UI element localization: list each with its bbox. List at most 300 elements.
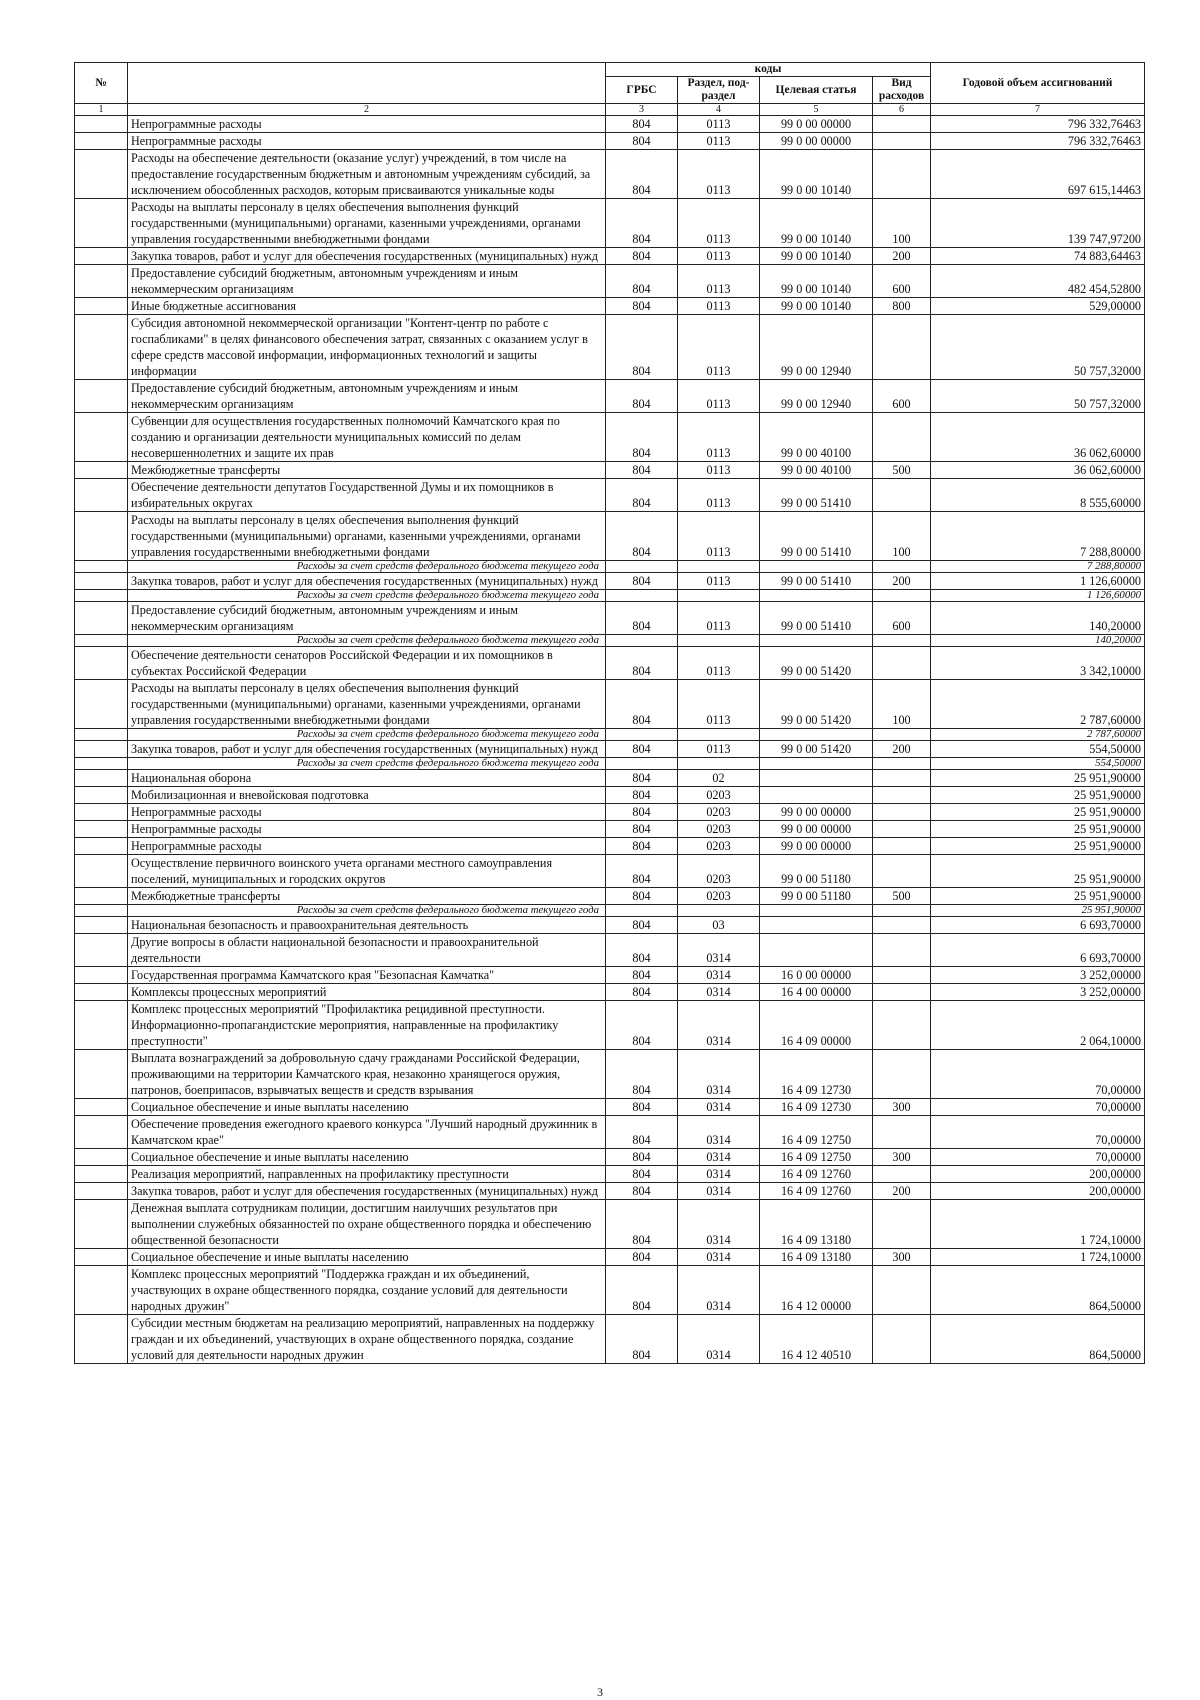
cell-exp-type: 600 xyxy=(873,380,931,413)
cell-target xyxy=(760,934,873,967)
cell-grbs: 804 xyxy=(606,602,678,635)
cell-target: 99 0 00 51180 xyxy=(760,888,873,905)
cell-grbs: 804 xyxy=(606,967,678,984)
cell-target: 16 4 09 13180 xyxy=(760,1249,873,1266)
cell-name: Расходы за счет средств федерального бюджета текущего года xyxy=(128,635,606,647)
cell-target: 99 0 00 51420 xyxy=(760,741,873,758)
cell-grbs: 804 xyxy=(606,838,678,855)
cell-name: Расходы за счет средств федерального бюджета текущего года xyxy=(128,729,606,741)
cell-target xyxy=(760,729,873,741)
cell-number xyxy=(75,1149,128,1166)
cell-target: 16 4 09 12760 xyxy=(760,1166,873,1183)
table-row xyxy=(75,315,1145,380)
cell-amount: 3 342,10000 xyxy=(931,647,1145,680)
cell-target: 16 4 09 12750 xyxy=(760,1149,873,1166)
cell-name: Национальная оборона xyxy=(128,770,606,787)
cell-name: Мобилизационная и вневойсковая подготовка xyxy=(128,787,606,804)
cell-target: 99 0 00 10140 xyxy=(760,248,873,265)
cell-name: Государственная программа Камчатского края "Безопасная Камчатка" xyxy=(128,967,606,984)
cell-section: 0314 xyxy=(678,1183,760,1200)
cell-amount: 25 951,90000 xyxy=(931,905,1145,917)
cell-grbs xyxy=(606,561,678,573)
cell-name: Непрограммные расходы xyxy=(128,116,606,133)
cell-exp-type: 100 xyxy=(873,680,931,729)
cell-number xyxy=(75,462,128,479)
cell-name: Расходы на обеспечение деятельности (оказание услуг) учреждений, в том числе на предоставление государственным бюджетным и автономным учреждениям субсидий, за исключением обособленных расходов, которым присваиваются уникальные коды xyxy=(128,150,606,199)
cell-section: 0113 xyxy=(678,199,760,248)
cell-grbs xyxy=(606,590,678,602)
cell-target: 99 0 00 00000 xyxy=(760,838,873,855)
cell-section: 0113 xyxy=(678,647,760,680)
cell-name: Осуществление первичного воинского учета органами местного самоуправления поселений, муниципальных и городских округов xyxy=(128,855,606,888)
cell-name: Расходы за счет средств федерального бюджета текущего года xyxy=(128,905,606,917)
cell-amount: 36 062,60000 xyxy=(931,413,1145,462)
cell-exp-type xyxy=(873,821,931,838)
cell-number xyxy=(75,413,128,462)
cell-grbs: 804 xyxy=(606,1149,678,1166)
cell-target xyxy=(760,770,873,787)
cell-amount: 70,00000 xyxy=(931,1050,1145,1099)
cell-number xyxy=(75,602,128,635)
cell-exp-type: 100 xyxy=(873,512,931,561)
header-number: № xyxy=(75,63,128,104)
cell-target: 99 0 00 12940 xyxy=(760,380,873,413)
cell-target xyxy=(760,917,873,934)
page-number: 3 xyxy=(597,1685,603,1699)
header-name xyxy=(128,63,606,104)
table-row xyxy=(75,1200,1145,1249)
cell-name: Предоставление субсидий бюджетным, автономным учреждениям и иным некоммерческим организациям xyxy=(128,265,606,298)
cell-name: Социальное обеспечение и иные выплаты населению xyxy=(128,1099,606,1116)
cell-grbs: 804 xyxy=(606,680,678,729)
cell-exp-type xyxy=(873,413,931,462)
cell-amount: 50 757,32000 xyxy=(931,380,1145,413)
cell-amount: 25 951,90000 xyxy=(931,821,1145,838)
cell-amount: 2 787,60000 xyxy=(931,680,1145,729)
table-row xyxy=(75,150,1145,199)
header-section: Раздел, под-раздел xyxy=(678,77,760,104)
cell-section: 0314 xyxy=(678,1249,760,1266)
cell-grbs: 804 xyxy=(606,1266,678,1315)
header-exp-type: Вид расходов xyxy=(873,77,931,104)
cell-section: 0203 xyxy=(678,855,760,888)
cell-section: 0113 xyxy=(678,573,760,590)
cell-name: Расходы за счет средств федерального бюджета текущего года xyxy=(128,590,606,602)
cell-amount: 70,00000 xyxy=(931,1099,1145,1116)
cell-number xyxy=(75,1200,128,1249)
cell-number xyxy=(75,116,128,133)
cell-number xyxy=(75,758,128,770)
cell-target xyxy=(760,758,873,770)
cell-amount: 6 693,70000 xyxy=(931,934,1145,967)
table-row xyxy=(75,984,1145,1001)
cell-amount: 3 252,00000 xyxy=(931,967,1145,984)
cell-exp-type xyxy=(873,838,931,855)
cell-name: Межбюджетные трансферты xyxy=(128,462,606,479)
cell-amount: 25 951,90000 xyxy=(931,838,1145,855)
cell-amount: 139 747,97200 xyxy=(931,199,1145,248)
cell-exp-type xyxy=(873,1050,931,1099)
cell-name: Субвенции для осуществления государственных полномочий Камчатского края по созданию и организации деятельности муниципальных комиссий по делам несовершеннолетних и защите их прав xyxy=(128,413,606,462)
table-row xyxy=(75,1149,1145,1166)
cell-target: 16 4 09 13180 xyxy=(760,1200,873,1249)
cell-section xyxy=(678,758,760,770)
cell-grbs: 804 xyxy=(606,512,678,561)
table-row xyxy=(75,967,1145,984)
cell-grbs xyxy=(606,729,678,741)
table-body xyxy=(75,116,1145,1364)
cell-amount: 25 951,90000 xyxy=(931,804,1145,821)
cell-section: 0113 xyxy=(678,150,760,199)
cell-exp-type: 800 xyxy=(873,298,931,315)
cell-exp-type: 600 xyxy=(873,602,931,635)
cell-name: Социальное обеспечение и иные выплаты населению xyxy=(128,1149,606,1166)
cell-name: Предоставление субсидий бюджетным, автономным учреждениям и иным некоммерческим организациям xyxy=(128,602,606,635)
cell-target xyxy=(760,590,873,602)
cell-number xyxy=(75,917,128,934)
cell-grbs: 804 xyxy=(606,413,678,462)
cell-amount: 8 555,60000 xyxy=(931,479,1145,512)
cell-exp-type: 500 xyxy=(873,462,931,479)
cell-exp-type xyxy=(873,967,931,984)
cell-target: 99 0 00 00000 xyxy=(760,116,873,133)
cell-section: 0113 xyxy=(678,248,760,265)
cell-target: 99 0 00 00000 xyxy=(760,133,873,150)
cell-amount: 36 062,60000 xyxy=(931,462,1145,479)
cell-amount: 796 332,76463 xyxy=(931,116,1145,133)
cell-name: Непрограммные расходы xyxy=(128,838,606,855)
cell-number xyxy=(75,380,128,413)
cell-name: Комплекс процессных мероприятий "Профилактика рецидивной преступности. Информационно-пропагандистские мероприятия, направленные на профилактику преступности" xyxy=(128,1001,606,1050)
cell-name: Комплексы процессных мероприятий xyxy=(128,984,606,1001)
cell-name: Обеспечение деятельности сенаторов Российской Федерации и их помощников в субъектах Российской Федерации xyxy=(128,647,606,680)
cell-grbs: 804 xyxy=(606,380,678,413)
cell-section: 0113 xyxy=(678,133,760,150)
cell-grbs: 804 xyxy=(606,647,678,680)
table-row xyxy=(75,512,1145,561)
colnum-5: 5 xyxy=(760,104,873,116)
cell-target: 16 4 09 12730 xyxy=(760,1099,873,1116)
cell-grbs: 804 xyxy=(606,199,678,248)
table-row xyxy=(75,917,1145,934)
cell-number xyxy=(75,1001,128,1050)
header-amount: Годовой объем ассигнований xyxy=(931,63,1145,104)
cell-amount: 554,50000 xyxy=(931,741,1145,758)
cell-section: 0314 xyxy=(678,1266,760,1315)
cell-name: Межбюджетные трансферты xyxy=(128,888,606,905)
cell-exp-type xyxy=(873,479,931,512)
table-row-note xyxy=(75,635,1145,647)
cell-section: 0113 xyxy=(678,380,760,413)
cell-target: 99 0 00 10140 xyxy=(760,199,873,248)
cell-number xyxy=(75,150,128,199)
cell-target xyxy=(760,905,873,917)
cell-amount: 482 454,52800 xyxy=(931,265,1145,298)
cell-number xyxy=(75,934,128,967)
cell-section: 0203 xyxy=(678,804,760,821)
cell-amount: 529,00000 xyxy=(931,298,1145,315)
cell-grbs: 804 xyxy=(606,1200,678,1249)
cell-target: 16 4 09 12730 xyxy=(760,1050,873,1099)
table-row xyxy=(75,770,1145,787)
table-row xyxy=(75,573,1145,590)
cell-section: 0113 xyxy=(678,298,760,315)
cell-section: 0113 xyxy=(678,315,760,380)
cell-exp-type xyxy=(873,635,931,647)
table-row xyxy=(75,838,1145,855)
cell-target: 99 0 00 12940 xyxy=(760,315,873,380)
cell-name: Обеспечение деятельности депутатов Государственной Думы и их помощников в избирательных округах xyxy=(128,479,606,512)
table-row xyxy=(75,1050,1145,1099)
header-codes: коды xyxy=(606,63,931,77)
table-row-note xyxy=(75,905,1145,917)
cell-section: 0314 xyxy=(678,934,760,967)
cell-exp-type xyxy=(873,787,931,804)
cell-name: Непрограммные расходы xyxy=(128,133,606,150)
header-column-numbers xyxy=(75,104,1145,116)
cell-section: 0113 xyxy=(678,413,760,462)
table-row xyxy=(75,133,1145,150)
cell-grbs xyxy=(606,758,678,770)
cell-amount: 7 288,80000 xyxy=(931,561,1145,573)
cell-target: 16 4 09 00000 xyxy=(760,1001,873,1050)
table-row xyxy=(75,1099,1145,1116)
cell-exp-type: 100 xyxy=(873,199,931,248)
cell-section: 0314 xyxy=(678,1315,760,1364)
cell-grbs: 804 xyxy=(606,1183,678,1200)
cell-number xyxy=(75,315,128,380)
table-row xyxy=(75,479,1145,512)
cell-target: 99 0 00 00000 xyxy=(760,804,873,821)
cell-number xyxy=(75,561,128,573)
cell-amount: 1 126,60000 xyxy=(931,590,1145,602)
cell-section: 0113 xyxy=(678,602,760,635)
cell-target xyxy=(760,787,873,804)
cell-section: 0314 xyxy=(678,1166,760,1183)
cell-amount: 554,50000 xyxy=(931,758,1145,770)
table-row-note xyxy=(75,590,1145,602)
cell-exp-type: 600 xyxy=(873,265,931,298)
colnum-4: 4 xyxy=(678,104,760,116)
cell-exp-type: 300 xyxy=(873,1149,931,1166)
cell-number xyxy=(75,1099,128,1116)
table-header xyxy=(75,63,1145,116)
cell-section: 0203 xyxy=(678,838,760,855)
cell-section xyxy=(678,729,760,741)
cell-target: 99 0 00 51420 xyxy=(760,680,873,729)
table-row-note xyxy=(75,561,1145,573)
cell-number xyxy=(75,804,128,821)
cell-section: 0314 xyxy=(678,1116,760,1149)
cell-name: Национальная безопасность и правоохранительная деятельность xyxy=(128,917,606,934)
cell-number xyxy=(75,680,128,729)
cell-exp-type xyxy=(873,917,931,934)
table-row xyxy=(75,647,1145,680)
cell-name: Субсидия автономной некоммерческой организации "Контент-центр по работе с госпабликами" в целях финансового обеспечения затрат, связанных с оказанием услуг в сфере средств массовой информации, информационных технологий и защиты информации xyxy=(128,315,606,380)
cell-grbs: 804 xyxy=(606,1166,678,1183)
cell-section: 0314 xyxy=(678,1099,760,1116)
table-row xyxy=(75,855,1145,888)
cell-number xyxy=(75,984,128,1001)
cell-name: Реализация мероприятий, направленных на профилактику преступности xyxy=(128,1166,606,1183)
cell-amount: 697 615,14463 xyxy=(931,150,1145,199)
cell-grbs xyxy=(606,635,678,647)
cell-grbs: 804 xyxy=(606,479,678,512)
cell-target: 99 0 00 51410 xyxy=(760,512,873,561)
table-row xyxy=(75,804,1145,821)
cell-name: Непрограммные расходы xyxy=(128,804,606,821)
cell-number xyxy=(75,888,128,905)
cell-grbs: 804 xyxy=(606,298,678,315)
cell-exp-type: 300 xyxy=(873,1249,931,1266)
cell-target: 99 0 00 10140 xyxy=(760,265,873,298)
cell-section xyxy=(678,905,760,917)
cell-grbs: 804 xyxy=(606,1249,678,1266)
cell-grbs: 804 xyxy=(606,150,678,199)
cell-target: 16 4 12 00000 xyxy=(760,1266,873,1315)
table-row xyxy=(75,265,1145,298)
cell-number xyxy=(75,265,128,298)
cell-grbs: 804 xyxy=(606,133,678,150)
cell-section: 0203 xyxy=(678,787,760,804)
cell-name: Иные бюджетные ассигнования xyxy=(128,298,606,315)
cell-number xyxy=(75,838,128,855)
cell-target: 16 4 00 00000 xyxy=(760,984,873,1001)
cell-target: 16 4 09 12760 xyxy=(760,1183,873,1200)
cell-exp-type xyxy=(873,905,931,917)
cell-exp-type xyxy=(873,1315,931,1364)
cell-amount: 2 064,10000 xyxy=(931,1001,1145,1050)
cell-section: 0113 xyxy=(678,265,760,298)
cell-grbs: 804 xyxy=(606,573,678,590)
cell-target: 99 0 00 10140 xyxy=(760,298,873,315)
cell-target: 99 0 00 51180 xyxy=(760,855,873,888)
cell-exp-type xyxy=(873,647,931,680)
cell-number xyxy=(75,647,128,680)
cell-section: 0314 xyxy=(678,1050,760,1099)
cell-amount: 74 883,64463 xyxy=(931,248,1145,265)
cell-grbs: 804 xyxy=(606,1001,678,1050)
cell-amount: 1 724,10000 xyxy=(931,1200,1145,1249)
cell-amount: 25 951,90000 xyxy=(931,787,1145,804)
cell-grbs: 804 xyxy=(606,855,678,888)
cell-section xyxy=(678,561,760,573)
table-row xyxy=(75,199,1145,248)
table-row xyxy=(75,1266,1145,1315)
cell-exp-type: 200 xyxy=(873,573,931,590)
colnum-3: 3 xyxy=(606,104,678,116)
cell-amount: 200,00000 xyxy=(931,1183,1145,1200)
cell-exp-type xyxy=(873,1116,931,1149)
cell-name: Расходы на выплаты персоналу в целях обеспечения выполнения функций государственными (муниципальными) органами, казенными учреждениями, органами управления государственными внебюджетными фондами xyxy=(128,512,606,561)
cell-target: 99 0 00 40100 xyxy=(760,462,873,479)
cell-exp-type xyxy=(873,855,931,888)
cell-name: Закупка товаров, работ и услуг для обеспечения государственных (муниципальных) нужд xyxy=(128,573,606,590)
table-row xyxy=(75,380,1145,413)
cell-amount: 140,20000 xyxy=(931,635,1145,647)
cell-name: Расходы за счет средств федерального бюджета текущего года xyxy=(128,561,606,573)
cell-target xyxy=(760,635,873,647)
table-row xyxy=(75,1116,1145,1149)
header-target: Целевая статья xyxy=(760,77,873,104)
cell-name: Расходы за счет средств федерального бюджета текущего года xyxy=(128,758,606,770)
cell-exp-type xyxy=(873,1200,931,1249)
cell-section: 0314 xyxy=(678,1001,760,1050)
cell-grbs: 804 xyxy=(606,265,678,298)
cell-number xyxy=(75,298,128,315)
cell-target: 16 0 00 00000 xyxy=(760,967,873,984)
cell-section: 0314 xyxy=(678,984,760,1001)
cell-name: Расходы на выплаты персоналу в целях обеспечения выполнения функций государственными (муниципальными) органами, казенными учреждениями, органами управления государственными внебюджетными фондами xyxy=(128,199,606,248)
cell-target: 16 4 09 12750 xyxy=(760,1116,873,1149)
cell-section: 0113 xyxy=(678,741,760,758)
cell-number xyxy=(75,855,128,888)
cell-name: Закупка товаров, работ и услуг для обеспечения государственных (муниципальных) нужд xyxy=(128,248,606,265)
table-row xyxy=(75,248,1145,265)
cell-amount: 1 126,60000 xyxy=(931,573,1145,590)
cell-number xyxy=(75,133,128,150)
cell-name: Закупка товаров, работ и услуг для обеспечения государственных (муниципальных) нужд xyxy=(128,1183,606,1200)
cell-exp-type xyxy=(873,1001,931,1050)
table-row xyxy=(75,1315,1145,1364)
cell-amount: 796 332,76463 xyxy=(931,133,1145,150)
table-row xyxy=(75,787,1145,804)
cell-exp-type: 300 xyxy=(873,1099,931,1116)
cell-grbs: 804 xyxy=(606,934,678,967)
cell-target: 99 0 00 51420 xyxy=(760,647,873,680)
cell-grbs xyxy=(606,905,678,917)
cell-name: Расходы на выплаты персоналу в целях обеспечения выполнения функций государственными (муниципальными) органами, казенными учреждениями, органами управления государственными внебюджетными фондами xyxy=(128,680,606,729)
colnum-7: 7 xyxy=(931,104,1145,116)
cell-grbs: 804 xyxy=(606,917,678,934)
colnum-1: 1 xyxy=(75,104,128,116)
cell-amount: 3 252,00000 xyxy=(931,984,1145,1001)
cell-target: 99 0 00 40100 xyxy=(760,413,873,462)
cell-number xyxy=(75,479,128,512)
cell-target: 16 4 12 40510 xyxy=(760,1315,873,1364)
cell-exp-type: 200 xyxy=(873,1183,931,1200)
cell-amount: 70,00000 xyxy=(931,1149,1145,1166)
cell-exp-type xyxy=(873,590,931,602)
cell-exp-type xyxy=(873,561,931,573)
table-row-note xyxy=(75,758,1145,770)
table-row xyxy=(75,934,1145,967)
cell-grbs: 804 xyxy=(606,248,678,265)
cell-number xyxy=(75,1050,128,1099)
cell-amount: 25 951,90000 xyxy=(931,888,1145,905)
cell-grbs: 804 xyxy=(606,1050,678,1099)
cell-grbs: 804 xyxy=(606,741,678,758)
cell-grbs: 804 xyxy=(606,315,678,380)
cell-amount: 25 951,90000 xyxy=(931,855,1145,888)
cell-amount: 25 951,90000 xyxy=(931,770,1145,787)
cell-amount: 70,00000 xyxy=(931,1116,1145,1149)
table-row xyxy=(75,888,1145,905)
cell-name: Другие вопросы в области национальной безопасности и правоохранительной деятельности xyxy=(128,934,606,967)
cell-amount: 7 288,80000 xyxy=(931,512,1145,561)
cell-section: 0203 xyxy=(678,888,760,905)
cell-grbs: 804 xyxy=(606,462,678,479)
cell-target: 99 0 00 10140 xyxy=(760,150,873,199)
cell-section: 0113 xyxy=(678,512,760,561)
cell-grbs: 804 xyxy=(606,770,678,787)
cell-exp-type xyxy=(873,729,931,741)
cell-section xyxy=(678,590,760,602)
header-grbs: ГРБС xyxy=(606,77,678,104)
cell-exp-type xyxy=(873,984,931,1001)
cell-amount: 864,50000 xyxy=(931,1315,1145,1364)
cell-grbs: 804 xyxy=(606,984,678,1001)
